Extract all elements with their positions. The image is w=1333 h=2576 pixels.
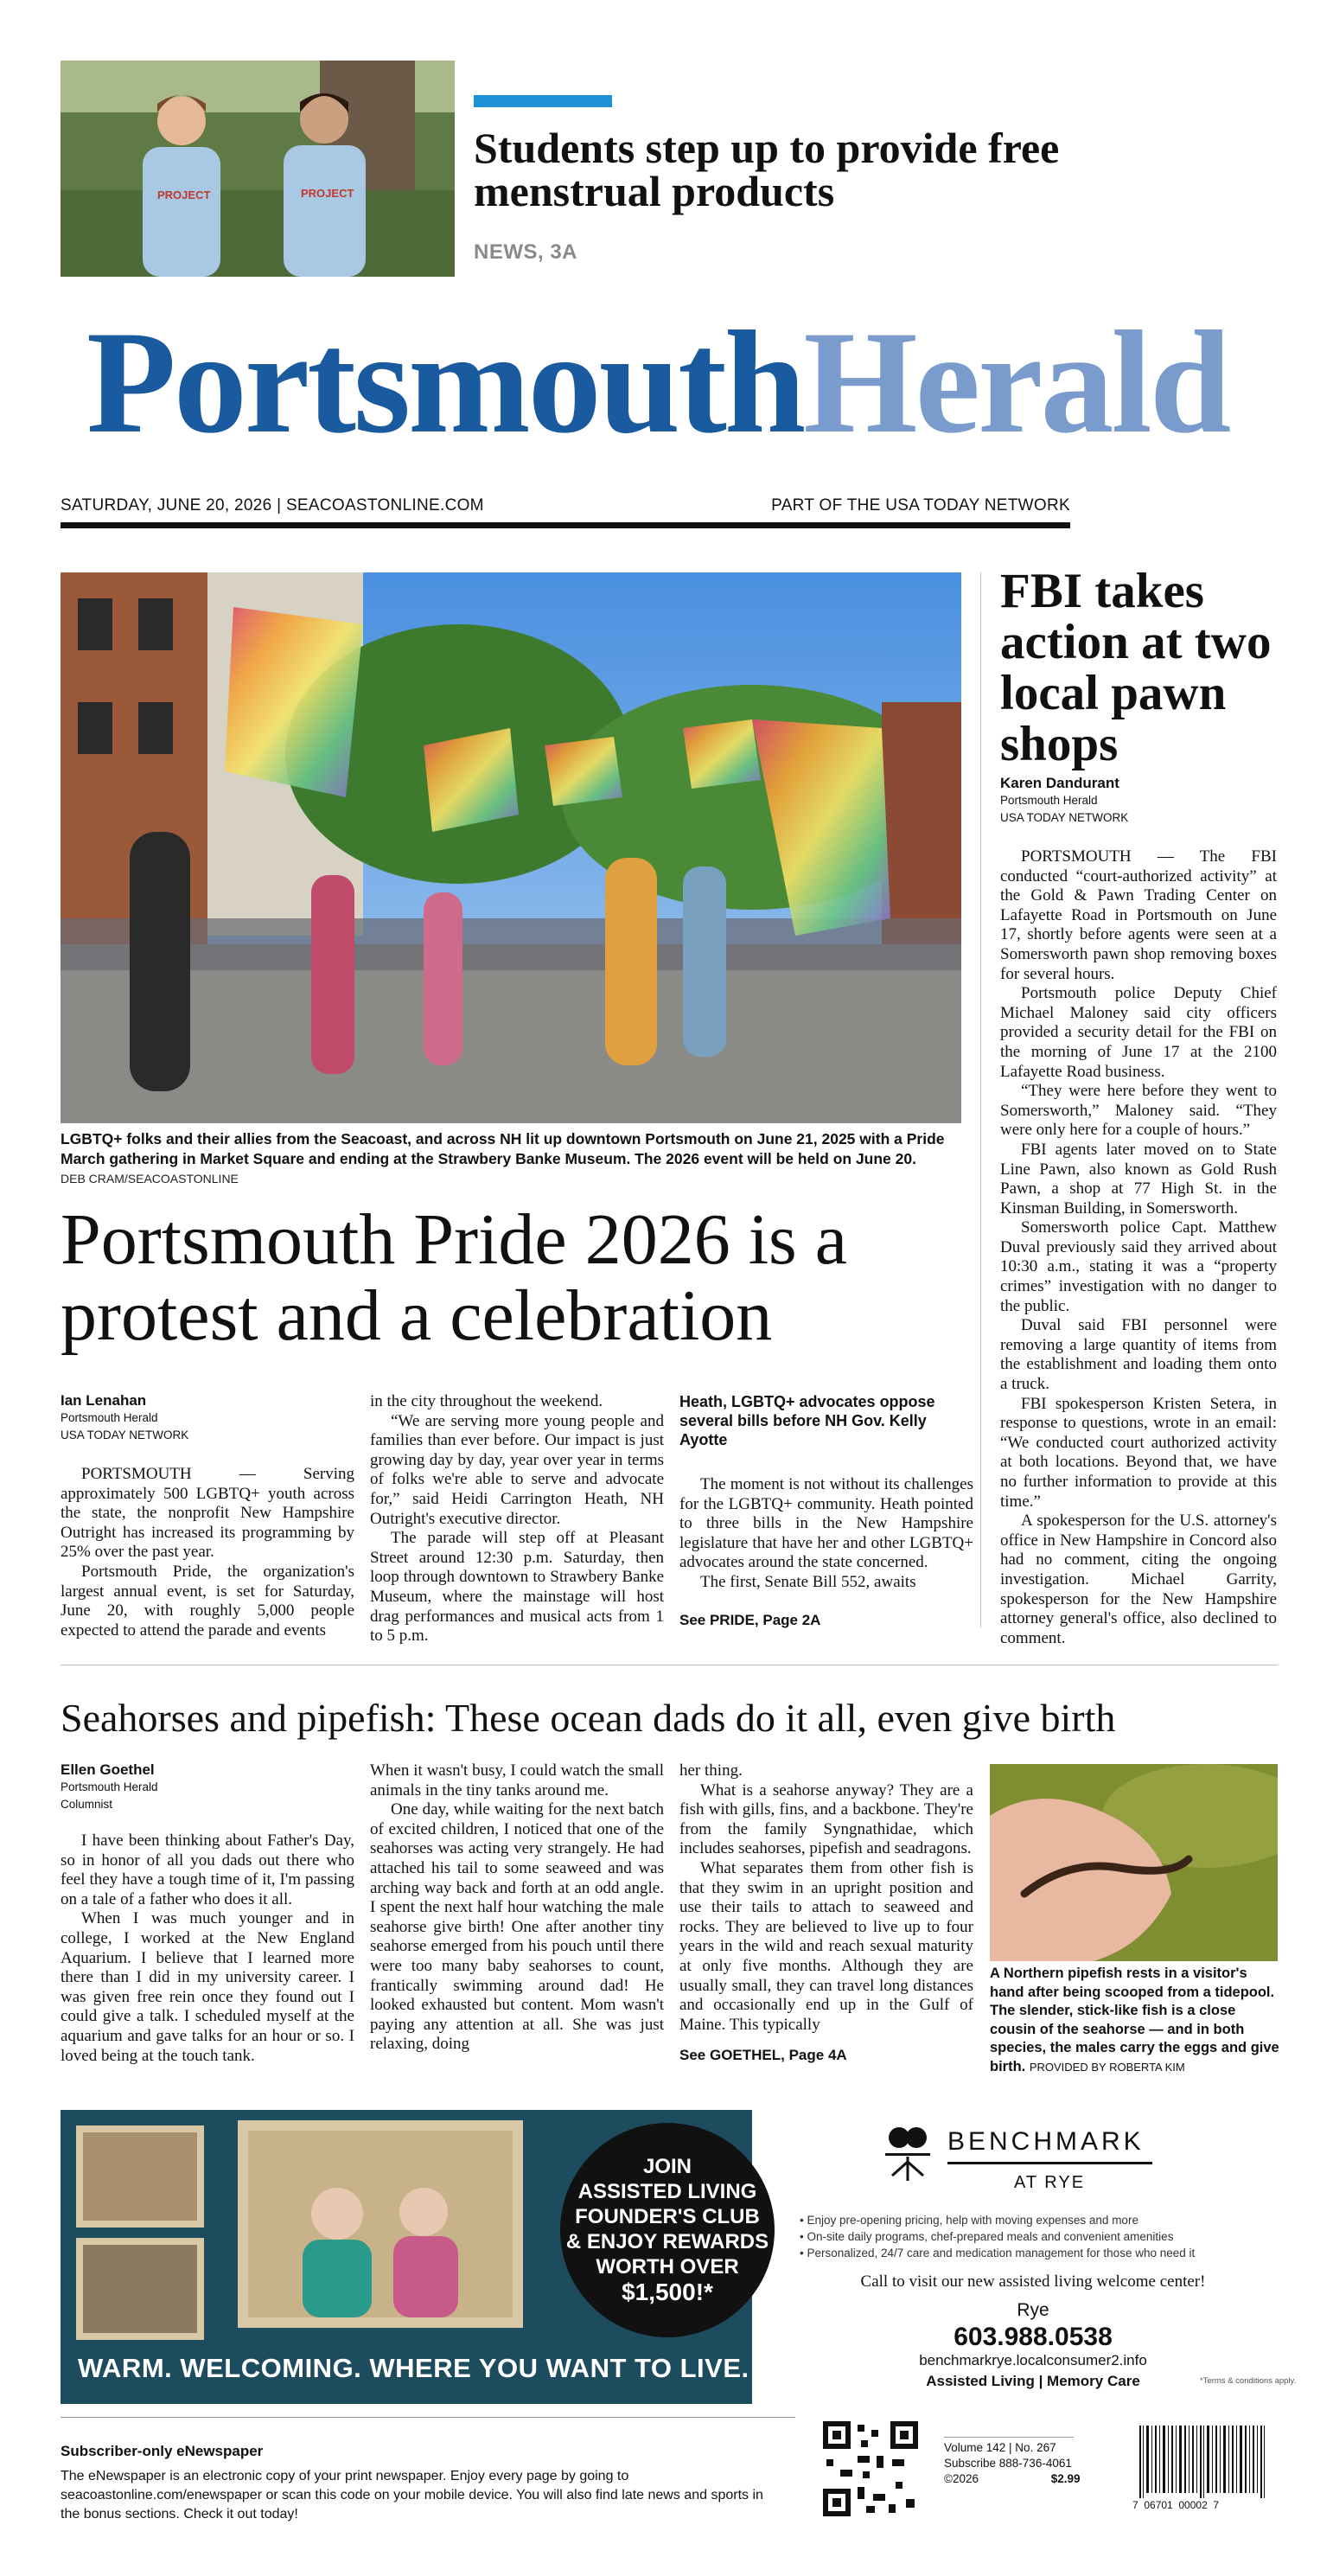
issue-date: SATURDAY, JUNE 20, 2026 [61,496,272,515]
pride-column-3-body [679,1475,973,1593]
students-photo-image [61,61,455,277]
fbi-body [1000,847,1277,1648]
fbi-paragraph: PORTSMOUTH — The FBI conducted “court-authorized activity” at the Gold & Pawn Trading Center on Lafayette Road in Portsmouth on June 17, shortly before agents were seen at a Somersworth pawn shop removing boxes for several hours. [1000,847,1277,983]
seahorse-author-role: Columnist [61,1798,113,1811]
badge-line: FOUNDER'S CLUB [575,2205,760,2228]
pride-jump-link[interactable]: See PRIDE, Page 2A [679,1611,821,1628]
benchmark-services: Assisted Living | Memory Care [926,2373,1140,2389]
seahorse-author-org: Portsmouth Herald [61,1780,158,1793]
pride-march-image [61,572,961,1123]
footer-rule [61,2417,795,2418]
badge-line: ASSISTED LIVING [577,2180,757,2203]
promo-accent-bar [474,95,612,107]
enewspaper-title: Subscriber-only eNewspaper [61,2443,264,2459]
benchmark-benefits [800,2212,1249,2261]
pride-paragraph: “We are serving more young people and families than ever before. Our impact is just growing day by day, year over year in terms of folks we're able to serve and advocate for,” said Heidi Carrington Heath, NH Outright's executive director. [370,1411,664,1528]
seahorse-byline [61,1761,354,1813]
copyright-price [944,2471,1081,2487]
benchmark-phone[interactable]: 603.988.0538 [954,2323,1113,2351]
benchmark-location: AT RYE [1014,2173,1086,2192]
network-label: PART OF THE USA TODAY NETWORK [771,496,1070,515]
seahorse-paragraph: One day, while waiting for the next batch of excited children, I noticed that one of the seahorses was acting very strangely. He had attached his tail to some seaweed and was arching way back and forth at an odd angle. I spent the next half hour watching the male seahorse give birth! One after another tiny seahorse emerged from his pouch until there were too many baby seahorses to count, frantically swimming around dad! He looked exhausted but content. Mom wasn't paying any attention at all. She was just relaxing, doing [370,1800,664,2054]
qr-code-icon[interactable] [823,2421,918,2516]
pride-paragraph: The first, Senate Bill 552, awaits [700,1572,916,1591]
benchmark-city: Rye [1017,2300,1049,2320]
seahorse-column-3-body [679,1761,973,2035]
fbi-byline [1000,775,1277,827]
volume-number: Volume 142 | No. 267 [944,2441,1056,2454]
pipefish-caption [990,1965,1284,2076]
enewspaper-text: The eNewspaper is an electronic copy of your print newspaper. Enjoy every page by going to seacoastonline.com/enewspaper or scan this code on your mobile device. You will also find late news and sports in the bonus sections. Check it out today! [61,2469,763,2522]
fbi-author[interactable]: Karen Dandurant [1000,775,1119,791]
pipefish-credit: PROVIDED BY ROBERTA KIM [1029,2060,1185,2074]
pride-column-2 [370,1392,664,1646]
seahorse-paragraph: What separates them from other fish is that they swim in an upright position and use their tails to attach to seaweed and rocks. They are believed to live up to four years in the wild and reach sexual maturity at only five months. Although they are usually small, they can travel long distances and occasionally end up in the Gulf of Maine. This typically [679,1858,973,2034]
founders-club-text [560,2154,775,2304]
pride-paragraph: The moment is not without its challenges for the LGBTQ+ community. Heath pointed to three bills in the New Hampshire legislature that have her and other LGBTQ+ advocates around the state concerned. [679,1475,973,1572]
benchmark-call-to-action: Call to visit our new assisted living welcome center! [860,2272,1206,2291]
promo-photo[interactable] [61,61,455,277]
seahorse-headline[interactable]: Seahorses and pipefish: These ocean dads do it all, even give birth [61,1696,1116,1740]
fbi-paragraph: FBI spokesperson Kristen Setera, in response to questions, wrote in an email: “We conducted court authorized activity at both locations. Beyond that, we have no further information to provide at this time.” [1000,1394,1277,1511]
pride-column-3 [679,1392,973,1629]
seahorse-paragraph: What is a seahorse anyway? They are a fish with gills, fins, and a backbone. They're from the family Syngnathidae, which includes seahorses, pipefish and seadragons. [679,1780,973,1858]
subscribe-phone: Subscribe 888-736-4061 [944,2457,1072,2470]
dateline [61,496,1070,515]
seahorse-paragraph: When I was much younger and in college, I worked at the New England Aquarium. I believe that I learned more there than I did in my university career. I was given free rein once they found out I could give a talk. I scheduled myself at the aquarium and gave talks for an hour or so. I loved being at the touch tank. [61,1909,354,2065]
masthead-rule [61,522,1070,528]
promo-section-label[interactable]: NEWS, 3A [474,240,578,264]
pride-author-network: USA TODAY NETWORK [61,1429,189,1441]
masthead-name-part2: Herald [803,301,1229,463]
benefit-item: • Enjoy pre-opening pricing, help with moving expenses and more [800,2214,1138,2227]
barcode-icon [1131,2426,1278,2512]
seahorse-paragraph: I have been thinking about Father's Day, so in honor of all you dads out there who feel they have a tough time of it, I'm passing on a tale of a father who does it all. [61,1831,354,1908]
pride-byline [61,1392,354,1444]
benefit-item: • Personalized, 24/7 care and medication management for those who need it [800,2247,1196,2260]
barcode-digits: 7 06701 00002 7 [1132,2499,1220,2511]
fbi-paragraph: Portsmouth police Deputy Chief Michael Maloney said city officers provided a security detail for the FBI on the morning of June 17 at the 2100 Lafayette Road business. [1000,984,1277,1081]
site-link[interactable]: SEACOASTONLINE.COM [285,496,484,515]
pride-author-org: Portsmouth Herald [61,1411,158,1424]
benchmark-rule [947,2162,1152,2164]
pride-paragraph: in the city throughout the weekend. [370,1392,603,1410]
cover-price: $2.99 [1050,2472,1081,2485]
copyright-year: ©2026 [944,2472,979,2485]
promo-headline[interactable]: Students step up to provide free menstrual products [474,124,1060,215]
fbi-author-org: Portsmouth Herald [1000,794,1098,807]
pride-paragraph: The parade will step off at Pleasant Street around 12:30 p.m. Saturday, then loop through downtown to Strawbery Banke Museum, where the mainstage will host drag performances and musical acts from 1 to 5 p.m. [370,1529,664,1646]
shirt-text-left: PROJECT [157,189,211,201]
benchmark-logo-icon [880,2124,935,2183]
seahorse-column-2 [370,1761,664,2055]
fbi-author-network: USA TODAY NETWORK [1000,811,1129,824]
fbi-paragraph: FBI agents later moved on to State Line Pawn, also known as Gold Rush Pawn, a shop at 77 High St. in the Kinsman Building, in Somersworth. [1000,1140,1277,1218]
seahorse-paragraph: her thing. [679,1761,743,1780]
masthead-logo[interactable] [86,301,1229,463]
ad-tagline: WARM. WELCOMING. WHERE YOU WANT TO LIVE. [78,2353,749,2383]
benchmark-url[interactable]: benchmarkrye.localconsumer2.info [919,2352,1147,2368]
badge-line: JOIN [642,2155,692,2178]
pride-paragraph: PORTSMOUTH — Serving approximately 500 LGBTQ+ youth across the state, the nonprofit New Hampshire Outright has increased its programming by 25% over the past year. [61,1465,354,1562]
masthead-name-part1: Portsmouth [86,301,804,463]
benchmark-brand: BENCHMARK [947,2127,1145,2156]
seahorse-column-1 [61,1831,354,2066]
volume-rule [944,2437,1074,2438]
pride-headline[interactable]: Portsmouth Pride 2026 is a protest and a celebration [61,1199,848,1356]
fbi-paragraph: “They were here before they went to Somersworth,” Maloney said. “They were only here for a couple of hours.” [1000,1082,1277,1140]
pipefish-photo[interactable] [990,1764,1278,1961]
seahorse-column-3 [679,1761,973,2064]
fbi-paragraph: A spokesperson for the U.S. attorney's office in New Hampshire in Concord also had no comment, citing the ongoing investigation. Michael Garrity, spokesperson for the New Hampshire attorney general's office, also declined to comment. [1000,1512,1277,1647]
pride-paragraph: Portsmouth Pride, the organization's largest annual event, is set for Saturday, June 20, with roughly 5,000 people expected to attend the parade and events [61,1562,354,1640]
fbi-paragraph: Duval said FBI personnel were removing a large quantity of items from the establishment and loading them onto a truck. [1000,1316,1277,1394]
benefit-item: • On-site daily programs, chef-prepared meals and convenient amenities [800,2230,1174,2243]
founders-club-badge[interactable] [560,2123,775,2337]
shirt-text-right: PROJECT [301,187,354,200]
pipefish-image [990,1764,1278,1961]
badge-line: $1,500!* [622,2279,713,2305]
pride-photo-credit: DEB CRAM/SEACOASTONLINE [61,1172,239,1186]
dateline-separator: | [277,496,286,515]
pride-photo-caption: LGBTQ+ folks and their allies from the Seacoast, and across NH lit up downtown Portsmouth on June 21, 2025 with a Pride March gathering in Market Square and ending at the Strawbery Banke Museum. The 2026 event will be held on June 20. [61,1130,945,1167]
seahorse-author[interactable]: Ellen Goethel [61,1761,155,1778]
seahorse-paragraph: When it wasn't busy, I could watch the small animals in the tiny tanks around me. [370,1761,664,1799]
pride-subhead: Heath, LGBTQ+ advocates oppose several bills before NH Gov. Kelly Ayotte [679,1393,935,1448]
badge-line: & ENJOY REWARDS [565,2230,769,2253]
seahorse-jump-link[interactable]: See GOETHEL, Page 4A [679,2047,847,2064]
pride-march-photo[interactable] [61,572,961,1123]
badge-line: WORTH OVER [596,2255,739,2279]
pride-author[interactable]: Ian Lenahan [61,1392,147,1409]
pride-column-1 [61,1465,354,1640]
benchmark-terms: *Terms & conditions apply. [1200,2376,1297,2386]
rail-divider [980,572,981,1627]
pipefish-caption-text: A Northern pipefish rests in a visitor's hand after being scooped from a tidepool. The slender, stick-like fish is a close cousin of the seahorse — and in both species, the males carry the eggs and give birth. [990,1966,1279,2074]
volume-info [944,2440,1081,2487]
fbi-headline[interactable]: FBI takes action at two local pawn shops [1000,564,1272,771]
fbi-paragraph: Somersworth police Capt. Matthew Duval previously said they arrived about 10:30 a.m., stating it was a “property crimes” investigation with no danger to the public. [1000,1218,1277,1315]
